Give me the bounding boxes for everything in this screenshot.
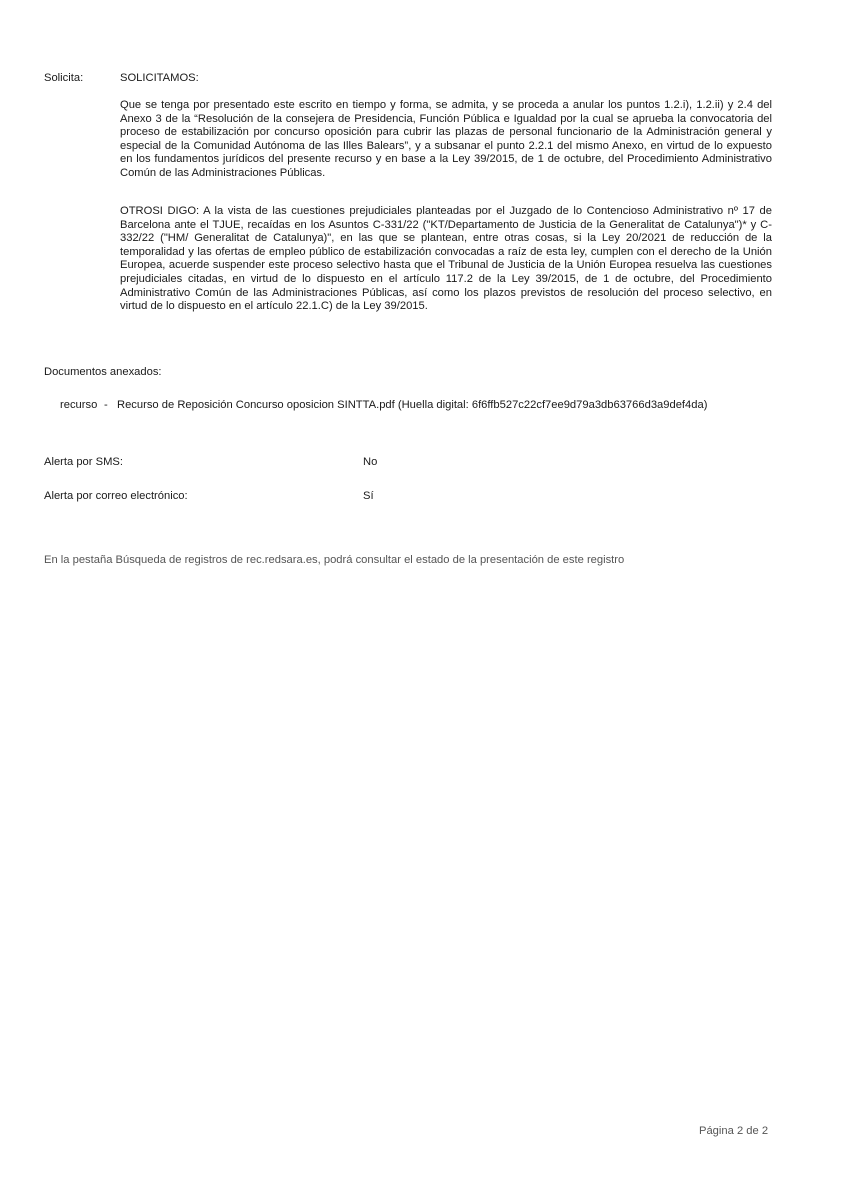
attachment-description: Recurso de Reposición Concurso oposicion SINTTA.pdf (Huella digital: 6f6ffb527c22cf7ee9d79a3db63766d3a9def4da) [117, 399, 708, 411]
attachment-item [60, 398, 707, 412]
request-paragraph: Que se tenga por presentado este escrito en tiempo y forma, se admita, y se proceda a anular los puntos 1.2.i), 1.2.ii) y 2.4 del Anexo 3 de la “Resolución de la consejera de Presidencia, Función Pública e Igualdad por la cual se aprueba la convocatoria del proceso de estabilización por concurso oposición para cubrir las plazas de personal funcionario de la Administración general y especial de la Comunidad Autónoma de las Illes Balears”, y a subsanar el punto 2.2.1 del mismo Anexo, en virtud de lo expuesto en los fundamentos jurídicos del presente recurso y en base a la Ley 39/2015, de 1 de octubre, del Procedimiento Administrativo Común de las Administraciones Públicas. [120, 99, 772, 179]
email-alert-label: Alerta por correo electrónico: [44, 490, 188, 502]
attachments-header: Documentos anexados: [44, 366, 162, 378]
sms-alert-value: No [363, 456, 378, 468]
request-label: Solicita: [44, 72, 84, 84]
attachment-type: recurso [60, 399, 98, 411]
registry-status-note: En la pestaña Búsqueda de registros de rec.redsara.es, podrá consultar el estado de la presentación de este registro [44, 554, 625, 566]
page-number: Página 2 de 2 [699, 1125, 769, 1137]
email-alert-value: Sí [363, 490, 374, 502]
sms-alert-label: Alerta por SMS: [44, 456, 123, 468]
otrosi-paragraph: OTROSI DIGO: A la vista de las cuestiones prejudiciales planteadas por el Juzgado de lo Contencioso Administrativo nº 17 de Barcelona ante el TJUE, recaídas en los Asuntos C-331/22 ("KT/Departamento de Justicia de la Generalitat de Catalunya")* y C-332/22 ("HM/ Generalitat de Catalunya)", en las que se plantean, entre otras cosas, si la Ley 20/2021 de reducción de la temporalidad y las ofertas de empleo público de estabilización convocadas a raíz de esta ley, cumplen con el derecho de la Unión Europea, acuerde suspender este proceso selectivo hasta que el Tribunal de Justicia de la Unión Europea resuelva las cuestiones prejudiciales citadas, en virtud de lo dispuesto en el artículo 117.2 de la Ley 39/2015, de 1 de octubre, del Procedimiento Administrativo Común de las Administraciones Públicas, así como los plazos previstos de resolución del proceso selectivo, en virtud de lo dispuesto en el artículo 22.1.C) de la Ley 39/2015. [120, 205, 772, 313]
attachment-separator: - [104, 399, 108, 411]
request-heading: SOLICITAMOS: [120, 72, 199, 84]
